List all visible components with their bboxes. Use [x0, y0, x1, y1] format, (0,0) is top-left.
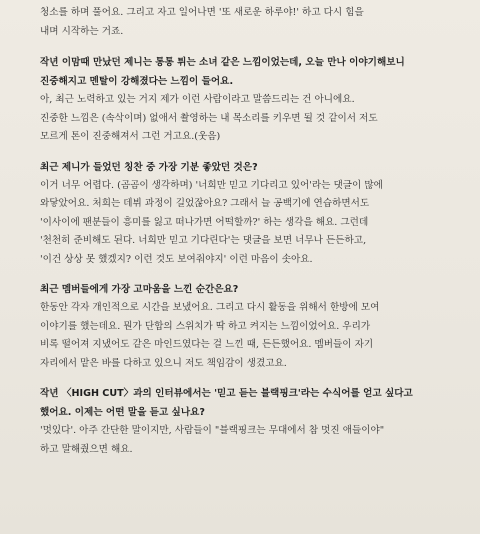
interview-answer: [40, 177, 464, 270]
interview-question: [40, 158, 464, 177]
answer-line: 진중한 느낌은 (속삭이며) 없애서 촬영하는 내 목소리를 키우면 될 것 같이서 저도: [40, 112, 378, 124]
question-line: 최근 멤버들에게 가장 고마움을 느낀 순간은요?: [40, 284, 239, 295]
answer-line: 이야기를 했는데요. 뭔가 단합의 스위치가 딱 하고 켜지는 느낌이었어요. 우리가: [40, 320, 371, 332]
answer-line: '이사이에 팬분들이 흥미를 잃고 떠나가면 어떡할까?' 하는 생각을 해요. 그런데: [40, 216, 369, 228]
answer-line: 한동안 각자 개인적으로 시간을 보냈어요. 그리고 다시 활동을 위해서 한방에 모여: [40, 302, 380, 313]
answer-line: 아, 최근 노력하고 있는 거지 제가 이런 사람이라고 말씀드리는 건 아니에요.: [40, 94, 355, 105]
interview-question: [40, 384, 464, 422]
interview-answer: [40, 91, 464, 147]
question-line: 진중해지고 멘탈이 강해졌다는 느낌이 들어요.: [40, 76, 234, 87]
answer-line: 자리에서 맡은 바를 다하고 있으니 저도 책임감이 생겼고요.: [40, 357, 287, 369]
intro-line: 청소를 하며 풀어요. 그리고 자고 일어나면 '또 새로운 하루야!' 하고 다시 힘을: [40, 7, 364, 18]
qa-block-4: [40, 384, 464, 459]
intro-text: [40, 4, 464, 41]
question-line: 했어요. 이제는 어떤 말을 듣고 싶나요?: [40, 407, 205, 418]
answer-line: '이건 상상 못 했겠지? 이런 것도 보여줘야지' 이런 마음이 솟아요.: [40, 253, 313, 265]
question-line: 작년 이맘때 만났던 제니는 통통 튀는 소녀 같은 느낌이었는데, 오늘 만나 이야기해보니: [40, 57, 405, 68]
interview-answer: [40, 422, 464, 459]
answer-line: 모르게 톤이 진중해져서 그런 거고요.(웃음): [40, 131, 221, 142]
qa-block-2: [40, 158, 464, 270]
answer-line: 하고 말해줬으면 해요.: [40, 443, 133, 455]
answer-line: 비록 떨어져 지냈어도 같은 마인드였다는 걸 느낀 때, 든든했어요. 멤버들이 자기: [40, 339, 374, 350]
question-line: 최근 제니가 들었던 칭찬 중 가장 기분 좋았던 것은?: [40, 161, 258, 173]
intro-paragraph: [40, 4, 464, 41]
question-line: 작년 〈HIGH CUT〉과의 인터뷰에서는 '믿고 듣는 블랙핑크'라는 수식어를 얻고 싶다고: [40, 388, 413, 399]
answer-line: '천천히 준비해도 된다. 너희만 믿고 기다린다'는 댓글을 보면 너무나 든든하고,: [40, 235, 367, 246]
interview-question: [40, 53, 464, 91]
qa-block-3: [40, 280, 464, 373]
answer-line: '멋있다'. 아주 간단한 말이지만, 사람들이 "블랙핑크는 무대에서 참 멋진 애들이야": [40, 425, 385, 436]
interview-question: [40, 280, 464, 299]
intro-line: 내며 시작하는 거죠.: [40, 25, 124, 37]
answer-line: 와닿았어요. 처희는 데뷔 과정이 길었잖아요? 그래서 늘 공백기에 연습하면서도: [40, 198, 370, 209]
interview-answer: [40, 299, 464, 373]
answer-line: 이거 너무 어렵다. (곰곰이 생각하며) '너희만 믿고 기다리고 있어'라는 댓글이 많에: [40, 179, 383, 191]
qa-block-1: [40, 53, 464, 147]
